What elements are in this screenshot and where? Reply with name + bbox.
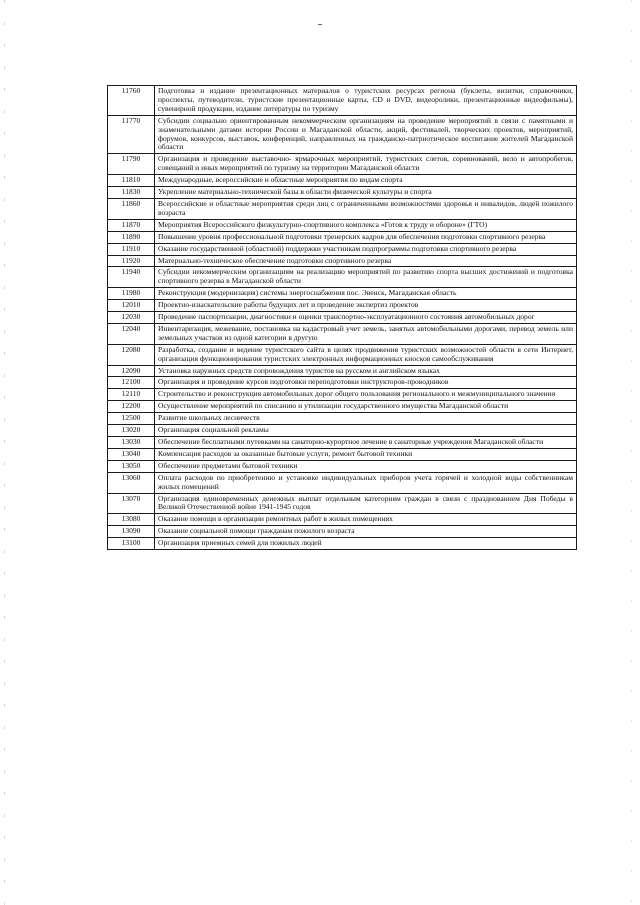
row-description: Оказание государственной (областной) поддержки участникам подпрограммы подготовки спортивного резерва — [155, 243, 577, 255]
row-description: Инвентаризация, межевание, постановка на кадастровый учет земель, занятых автомобильными дорогами, перевод земель или земельных участков из одной категории в другую — [155, 323, 577, 344]
table-row — [108, 425, 577, 437]
row-description: Проектно-изыскательские работы будущих лет и проведение экспертиз проектов — [155, 300, 577, 312]
row-description: Материально-техническое обеспечение подготовки спортивного резерва — [155, 255, 577, 267]
row-code: 12040 — [108, 323, 155, 344]
row-code: 11980 — [108, 288, 155, 300]
row-code: 12080 — [108, 344, 155, 365]
table-row — [108, 401, 577, 413]
row-description: Подготовка и издание презентационных материалов о туристских ресурсах региона (буклеты, визитки, справочники, проспекты, путеводители, туристские презентационные карты, CD и DVD, видеоролики, презентационные видеофильмы), сувенирной продукции, издание литературы по туризму — [155, 86, 577, 116]
row-description: Организация и проведение курсов подготовки переподготовки инструкторов-проводников — [155, 377, 577, 389]
row-description: Разработка, создание и ведение туристского сайта в целях продвижения туристских возможностей области в сети Интернет, организация функционирования туристских электронных информационных киосков самообслуживания — [155, 344, 577, 365]
table-body — [108, 86, 577, 550]
table-row — [108, 231, 577, 243]
row-description: Организация социальной рекламы — [155, 425, 577, 437]
row-description: Обеспечение предметами бытовой техники — [155, 460, 577, 472]
row-code: 11940 — [108, 267, 155, 288]
table-row — [108, 437, 577, 449]
row-code: 12090 — [108, 365, 155, 377]
row-description: Повышение уровня профессиональной подготовки тренерских кадров для обеспечения подготовки спортивного резерва — [155, 231, 577, 243]
table-row — [108, 365, 577, 377]
row-code: 13080 — [108, 514, 155, 526]
row-description: Мероприятия Всероссийского физкультурно-спортивного комплекса «Готов к труду и обороне» (ГТО) — [155, 219, 577, 231]
row-code: 13090 — [108, 526, 155, 538]
table-row — [108, 198, 577, 219]
row-code: 12500 — [108, 413, 155, 425]
table-row — [108, 175, 577, 187]
row-code: 11790 — [108, 154, 155, 175]
row-description: Всероссийские и областные мероприятия среди лиц с ограниченными возможностями здоровья и инвалидов, людей пожилого возраста — [155, 198, 577, 219]
table-row — [108, 86, 577, 116]
row-code: 13040 — [108, 448, 155, 460]
table-row — [108, 288, 577, 300]
row-code: 11920 — [108, 255, 155, 267]
table-row — [108, 448, 577, 460]
row-description: Обеспечение бесплатными путевками на санаторно-курортное лечение в санаторные учреждения Магаданской области — [155, 437, 577, 449]
table-row — [108, 460, 577, 472]
row-code: 13100 — [108, 538, 155, 550]
table-row — [108, 377, 577, 389]
table-row — [108, 115, 577, 154]
table-row — [108, 243, 577, 255]
row-code: 11890 — [108, 231, 155, 243]
table-row — [108, 538, 577, 550]
table-row — [108, 154, 577, 175]
row-code: 13070 — [108, 493, 155, 514]
row-code: 13020 — [108, 425, 155, 437]
table-row — [108, 219, 577, 231]
page-mark — [318, 24, 322, 25]
row-code: 11910 — [108, 243, 155, 255]
row-description: Проведение паспортизации, диагностики и оценки транспортно-эксплуатационного состояния автомобильных дорог — [155, 312, 577, 324]
table-row — [108, 413, 577, 425]
table-row — [108, 255, 577, 267]
table-row — [108, 472, 577, 493]
row-description: Международные, всероссийские и областные мероприятия по видам спорта — [155, 175, 577, 187]
row-description: Организация и проведение выставочно- ярмарочных мероприятий, туристских слетов, соревнований, вело и автопробегов, совещаний и иных мероприятий по туризму на территории Магаданской области — [155, 154, 577, 175]
table-row — [108, 389, 577, 401]
row-description: Развитие школьных лесничеств — [155, 413, 577, 425]
table-row — [108, 526, 577, 538]
row-code: 12010 — [108, 300, 155, 312]
row-code: 11870 — [108, 219, 155, 231]
budget-codes-table — [107, 85, 577, 550]
table-row — [108, 493, 577, 514]
row-description: Субсидии социально ориентированным некоммерческим организациям на проведение мероприятий в связи с памятными и знаменательными датами истории России и Магаданской области, акций, фестивалей, творческих проектов, мероприятий, форумов, конкурсов, выставок, конференций, направленных на гражданско-патриотическое воспитание жителей Магаданской области — [155, 115, 577, 154]
row-code: 13030 — [108, 437, 155, 449]
row-description: Организация единовременных денежных выплат отдельным категориям граждан в связи с празднованием Дня Победы в Великой Отечественной войне 1941-1945 годов — [155, 493, 577, 514]
row-description: Строительство и реконструкция автомобильных дорог общего пользования регионального и межмуниципального значения — [155, 389, 577, 401]
row-code: 11860 — [108, 198, 155, 219]
table-row — [108, 312, 577, 324]
row-code: 11760 — [108, 86, 155, 116]
row-code: 12030 — [108, 312, 155, 324]
table-row — [108, 267, 577, 288]
row-code: 11770 — [108, 115, 155, 154]
row-code: 11830 — [108, 187, 155, 199]
table-row — [108, 323, 577, 344]
table-row — [108, 514, 577, 526]
row-description: Компенсация расходов за оказанные бытовые услуги, ремонт бытовой техники — [155, 448, 577, 460]
table-row — [108, 344, 577, 365]
row-description: Оказание помощи в организации ремонтных работ в жилых помещениях — [155, 514, 577, 526]
row-description: Укрепление материально-технической базы в области физической культуры и спорта — [155, 187, 577, 199]
row-description: Оплата расходов по приобретению и установке индивидуальных приборов учета горячей и холодной воды собственникам жилых помещений — [155, 472, 577, 493]
row-code: 12100 — [108, 377, 155, 389]
row-code: 11810 — [108, 175, 155, 187]
row-code: 12200 — [108, 401, 155, 413]
row-description: Реконструкция (модернизация) системы энергоснабжения пос. Эвенск, Магаданская область — [155, 288, 577, 300]
row-description: Оказание социальной помощи гражданам пожилого возраста — [155, 526, 577, 538]
scan-edge-left — [4, 0, 5, 905]
table-row — [108, 300, 577, 312]
row-code: 13060 — [108, 472, 155, 493]
row-code: 13050 — [108, 460, 155, 472]
scan-edge-right — [631, 0, 632, 905]
row-description: Осуществление мероприятий по списанию и утилизации государственного имущества Магаданской области — [155, 401, 577, 413]
row-code: 12110 — [108, 389, 155, 401]
row-description: Субсидии некоммерческим организациям на реализацию мероприятий по развитию спорта высших достижений и подготовка спортивного резерва в Магаданской области — [155, 267, 577, 288]
table-row — [108, 187, 577, 199]
row-description: Организация приемных семей для пожилых людей — [155, 538, 577, 550]
row-description: Установка наружных средств сопровождения туристов на русском и английском языках — [155, 365, 577, 377]
